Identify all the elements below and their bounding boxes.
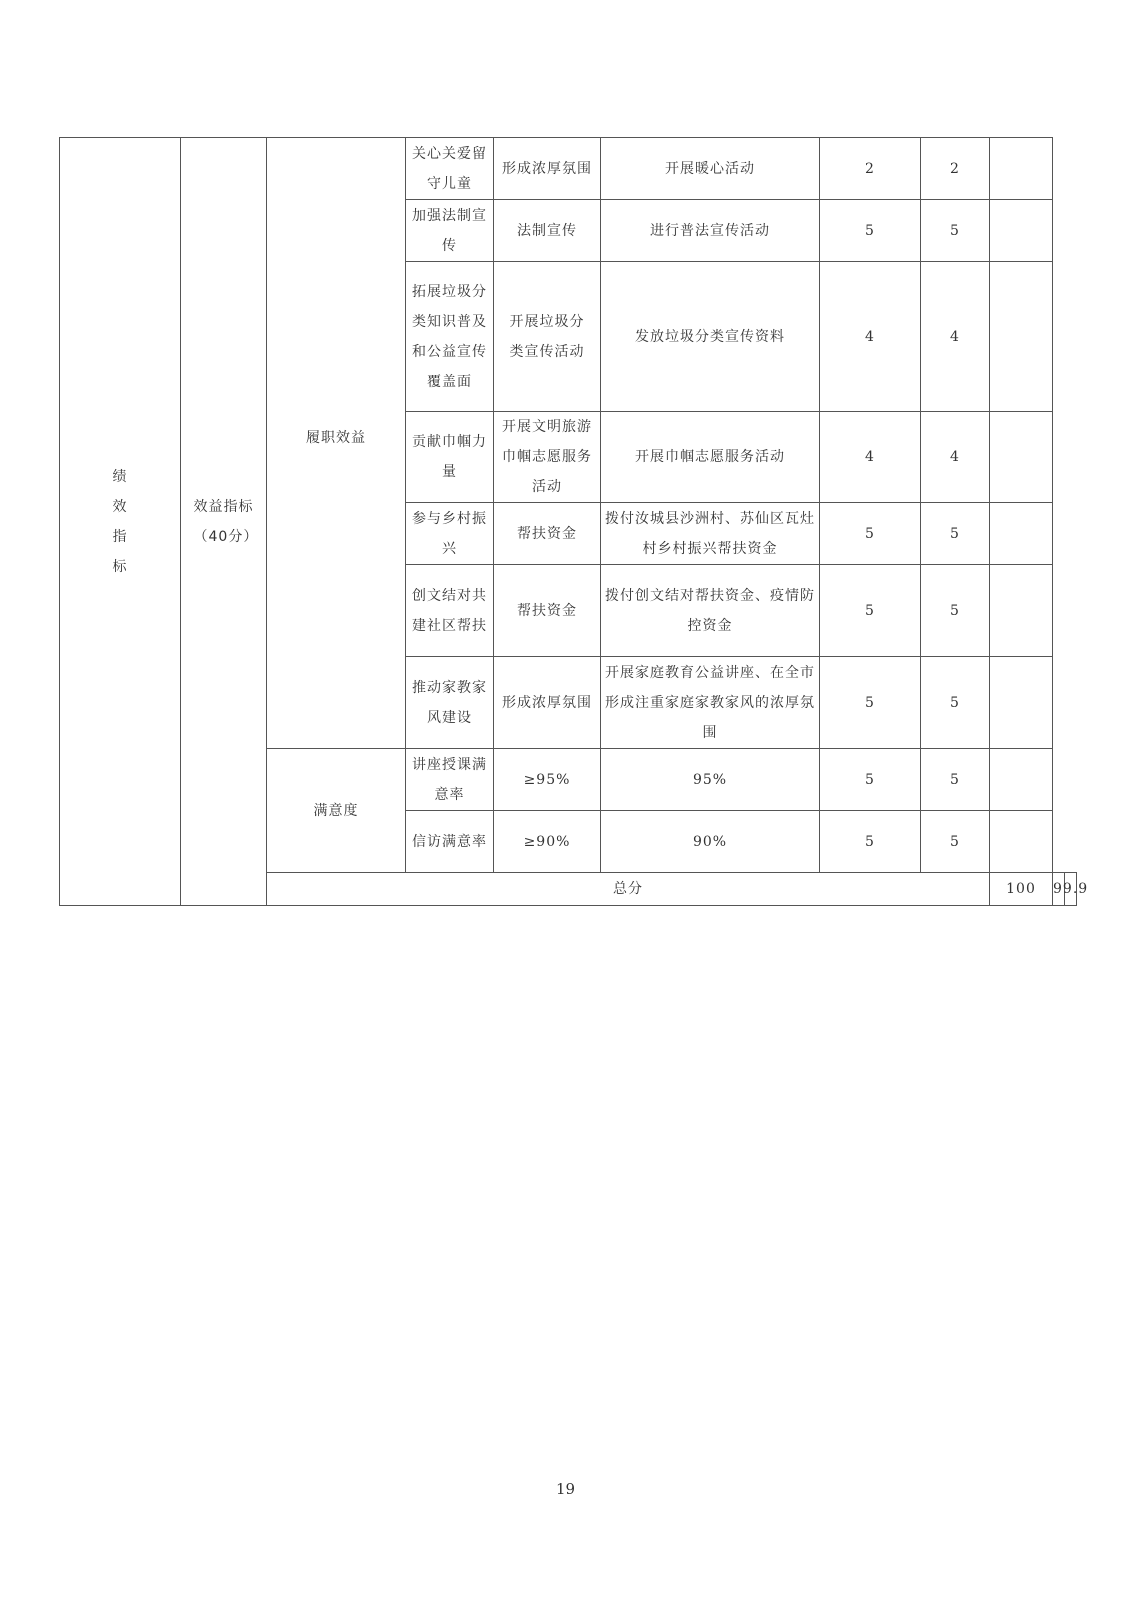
remark-cell (990, 749, 1053, 811)
completion-cell: 拨付汝城县沙洲村、苏仙区瓦灶村乡村振兴帮扶资金 (601, 503, 820, 565)
actual-score-cell: 4 (921, 412, 990, 503)
standard-cell: 开展文明旅游巾帼志愿服务活动 (494, 412, 601, 503)
standard-cell: 帮扶资金 (494, 503, 601, 565)
standard-cell: 形成浓厚氛围 (494, 138, 601, 200)
primary-category-label: 绩效指标 (112, 468, 128, 575)
score-cell: 4 (820, 262, 921, 412)
indicator-cell: 拓展垃圾分类知识普及和公益宣传覆盖面 (406, 262, 494, 412)
standard-cell: ≥90% (494, 811, 601, 873)
secondary-category-label: 效益指标（40分） (193, 498, 259, 545)
benefit-group-cell (267, 138, 406, 749)
table-row (60, 138, 1077, 200)
completion-cell: 发放垃圾分类宣传资料 (601, 262, 820, 412)
score-cell: 5 (820, 200, 921, 262)
actual-score-cell: 5 (921, 565, 990, 657)
standard-cell: 法制宣传 (494, 200, 601, 262)
standard-cell: 形成浓厚氛围 (494, 657, 601, 749)
score-cell: 5 (820, 749, 921, 811)
actual-score-cell: 5 (921, 657, 990, 749)
completion-cell: 90% (601, 811, 820, 873)
satisfaction-group-label: 满意度 (313, 802, 359, 819)
indicator-cell: 加强法制宣传 (406, 200, 494, 262)
completion-cell: 开展暖心活动 (601, 138, 820, 200)
score-cell: 5 (820, 565, 921, 657)
remark-cell (990, 138, 1053, 200)
actual-score-cell: 5 (921, 503, 990, 565)
score-cell: 5 (820, 657, 921, 749)
total-actual-score: 99.9 (1053, 873, 1065, 906)
standard-cell: ≥95% (494, 749, 601, 811)
completion-cell: 拨付创文结对帮扶资金、疫情防控资金 (601, 565, 820, 657)
total-label: 总分 (267, 873, 990, 906)
actual-score-cell: 5 (921, 200, 990, 262)
indicator-cell: 信访满意率 (406, 811, 494, 873)
actual-score-cell: 4 (921, 262, 990, 412)
completion-cell: 进行普法宣传活动 (601, 200, 820, 262)
score-cell: 4 (820, 412, 921, 503)
total-score: 100 (990, 873, 1053, 906)
indicator-cell: 创文结对共建社区帮扶 (406, 565, 494, 657)
actual-score-cell: 5 (921, 811, 990, 873)
performance-table (59, 137, 1089, 906)
remark-cell (990, 412, 1053, 503)
indicator-cell: 参与乡村振兴 (406, 503, 494, 565)
remark-cell (990, 200, 1053, 262)
actual-score-cell: 5 (921, 749, 990, 811)
indicator-cell: 讲座授课满意率 (406, 749, 494, 811)
remark-cell (990, 262, 1053, 412)
benefit-group-label: 履职效益 (306, 430, 366, 446)
completion-cell: 开展巾帼志愿服务活动 (601, 412, 820, 503)
remark-cell (990, 503, 1053, 565)
secondary-category-cell (181, 138, 267, 906)
score-cell: 2 (820, 138, 921, 200)
completion-cell: 开展家庭教育公益讲座、在全市形成注重家庭家教家风的浓厚氛围 (601, 657, 820, 749)
remark-cell (990, 657, 1053, 749)
primary-category-cell (60, 138, 181, 906)
indicator-cell: 关心关爱留守儿童 (406, 138, 494, 200)
actual-score-cell: 2 (921, 138, 990, 200)
remark-cell (990, 811, 1053, 873)
completion-cell: 95% (601, 749, 820, 811)
remark-cell (990, 565, 1053, 657)
indicator-cell: 推动家教家风建设 (406, 657, 494, 749)
standard-cell: 开展垃圾分类宣传活动 (494, 262, 601, 412)
score-cell: 5 (820, 811, 921, 873)
indicator-cell: 贡献巾帼力量 (406, 412, 494, 503)
page-number: 19 (555, 1480, 576, 1498)
standard-cell: 帮扶资金 (494, 565, 601, 657)
satisfaction-group-cell (267, 749, 406, 873)
score-cell: 5 (820, 503, 921, 565)
